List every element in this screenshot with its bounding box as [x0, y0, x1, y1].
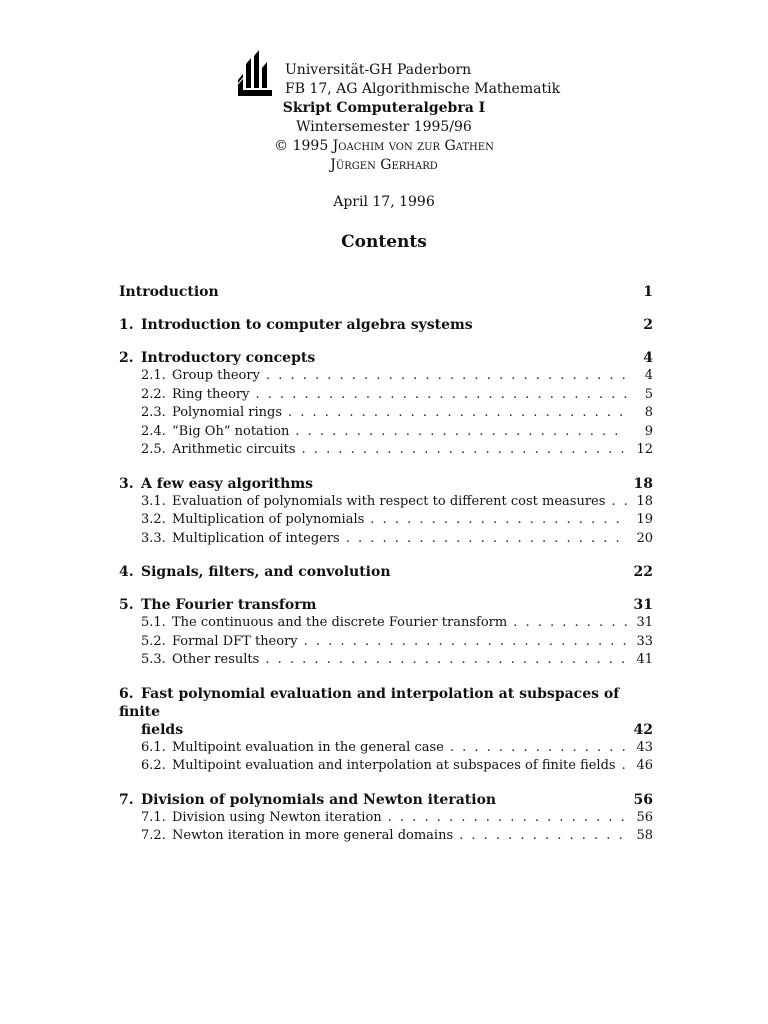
dot-leader	[265, 651, 627, 670]
toc-chapter-1	[119, 316, 653, 334]
toc-section	[119, 367, 653, 386]
section-page: 19	[636, 512, 653, 527]
section-number: 2.2.	[141, 386, 166, 402]
toc-section	[119, 757, 653, 776]
chapter-title: Introductory concepts	[141, 350, 316, 366]
section-title: Arithmetic circuits	[172, 442, 296, 457]
section-title: Multipoint evaluation in the general case	[172, 739, 444, 755]
chapter-page: 56	[633, 791, 653, 808]
dot-leader	[255, 386, 627, 405]
chapter-title: A few easy algorithms	[141, 475, 314, 492]
chapter-page: 22	[633, 564, 653, 580]
toc-section	[119, 511, 653, 530]
dot-leader	[459, 827, 627, 846]
section-page: 9	[644, 423, 653, 439]
dot-leader	[302, 441, 627, 460]
section-number: 7.2.	[141, 828, 166, 843]
section-number: 6.2.	[141, 758, 166, 773]
table-of-contents	[119, 283, 653, 861]
section-number: 2.1.	[141, 368, 166, 383]
department-name: FB 17, AG Algorithmische Mathematik	[285, 81, 561, 97]
section-title: Multipoint evaluation and interpolation at subspaces of finite fields	[172, 758, 616, 773]
chapter-number: 6.	[119, 685, 134, 702]
section-number: 5.1.	[141, 615, 166, 630]
section-page: 43	[636, 739, 653, 755]
chapter-page: 4	[643, 350, 653, 366]
toc-section	[119, 386, 653, 405]
university-logo-icon	[236, 50, 274, 96]
section-number: 7.1.	[141, 809, 166, 825]
section-title: “Big Oh” notation	[172, 423, 290, 439]
chapter-number: 5.	[119, 597, 134, 613]
section-title: Newton iteration in more general domains	[172, 828, 454, 843]
section-page: 4	[644, 368, 653, 383]
section-title: Evaluation of polynomials with respect to different cost measures	[172, 493, 606, 509]
toc-chapter-6	[119, 685, 653, 776]
dot-leader	[388, 809, 627, 828]
toc-chapter-4	[119, 563, 653, 581]
section-number: 3.2.	[141, 512, 166, 527]
section-title: Group theory	[172, 368, 260, 383]
semester: Wintersemester 1995/96	[296, 119, 472, 135]
section-page: 46	[636, 758, 653, 773]
section-page: 58	[636, 828, 653, 843]
section-title: Other results	[172, 652, 260, 667]
toc-section	[119, 651, 653, 670]
section-page: 41	[636, 652, 653, 667]
dot-leader	[304, 633, 627, 652]
toc-chapter-introduction	[119, 283, 653, 301]
copyright-line: © 1995 Joachim von zur Gathen	[274, 138, 494, 154]
chapter-page: 31	[633, 597, 653, 613]
chapter-number: 4.	[119, 564, 134, 580]
university-name: Universität-GH Paderborn	[285, 62, 472, 78]
section-number: 2.3.	[141, 405, 166, 420]
chapter-title: Division of polynomials and Newton iteration	[141, 791, 497, 808]
toc-section	[119, 423, 653, 442]
section-title: Multiplication of polynomials	[172, 512, 365, 527]
toc-section	[119, 493, 653, 512]
section-number: 2.4.	[141, 423, 166, 439]
section-title: Polynomial rings	[172, 405, 283, 420]
dot-leader	[450, 739, 627, 758]
section-page: 12	[636, 442, 653, 457]
dot-leader	[346, 530, 627, 549]
chapter-number: 2.	[119, 350, 134, 366]
section-number: 3.3.	[141, 530, 166, 546]
dot-leader	[611, 493, 627, 512]
chapter-page: 18	[633, 475, 653, 492]
toc-section	[119, 827, 653, 846]
chapter-heading	[119, 685, 653, 739]
section-title: Ring theory	[172, 386, 250, 402]
dot-leader	[622, 757, 627, 776]
chapter-page: 1	[643, 284, 653, 300]
section-number: 2.5.	[141, 442, 166, 457]
section-page: 56	[636, 809, 653, 825]
dot-leader	[295, 423, 627, 442]
toc-chapter-3	[119, 475, 653, 549]
section-page: 31	[636, 615, 653, 630]
chapter-page: 2	[643, 317, 653, 333]
toc-chapter-7	[119, 791, 653, 846]
date: April 17, 1996	[333, 194, 435, 210]
chapter-page: 42	[633, 721, 653, 738]
chapter-title: Introduction	[119, 284, 219, 300]
toc-section	[119, 614, 653, 633]
chapter-title: The Fourier transform	[141, 597, 317, 613]
section-page: 18	[636, 493, 653, 509]
chapter-title: Introduction to computer algebra systems	[141, 317, 473, 333]
chapter-title: Signals, filters, and convolution	[141, 564, 391, 580]
section-page: 8	[644, 405, 653, 420]
section-page: 33	[636, 633, 653, 649]
coauthor: Jürgen Gerhard	[330, 157, 438, 173]
dot-leader	[288, 404, 627, 423]
chapter-title-line-2: fields	[141, 721, 184, 738]
toc-chapter-5	[119, 596, 653, 670]
script-title: Skript Computeralgebra I	[282, 100, 486, 116]
section-number: 3.1.	[141, 493, 166, 509]
toc-section	[119, 441, 653, 460]
chapter-title-line-1: Fast polynomial evaluation and interpolation at subspaces of finite	[119, 685, 620, 720]
section-number: 5.3.	[141, 652, 166, 667]
chapter-number: 7.	[119, 791, 134, 808]
dot-leader	[266, 367, 627, 386]
section-page: 5	[644, 386, 653, 402]
section-title: The continuous and the discrete Fourier transform	[172, 615, 508, 630]
dot-leader	[370, 511, 627, 530]
toc-section	[119, 739, 653, 758]
chapter-number: 1.	[119, 317, 134, 333]
contents-heading: Contents	[341, 232, 427, 252]
section-page: 20	[636, 530, 653, 546]
toc-section	[119, 404, 653, 423]
section-number: 6.1.	[141, 739, 166, 755]
dot-leader	[513, 614, 627, 633]
toc-section	[119, 633, 653, 652]
toc-section	[119, 530, 653, 549]
toc-section	[119, 809, 653, 828]
section-title: Formal DFT theory	[172, 633, 298, 649]
section-title: Division using Newton iteration	[172, 809, 382, 825]
toc-chapter-2	[119, 349, 653, 460]
section-number: 5.2.	[141, 633, 166, 649]
section-title: Multiplication of integers	[172, 530, 340, 546]
chapter-number: 3.	[119, 475, 134, 492]
